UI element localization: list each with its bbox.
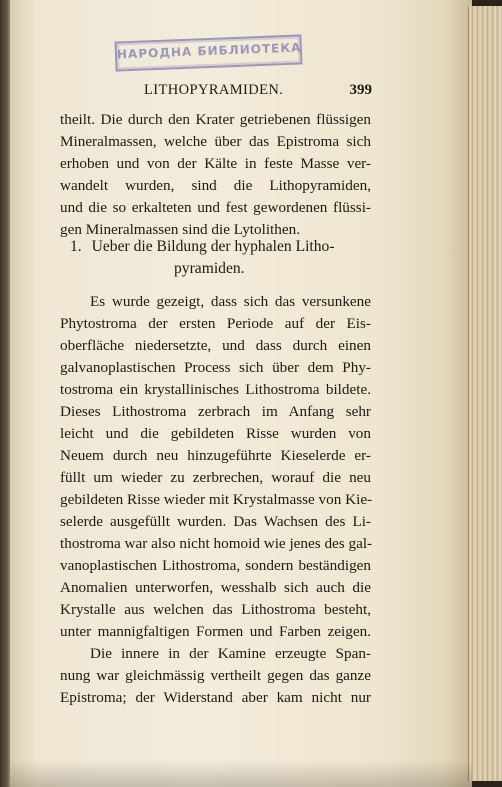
page-number: 399 <box>349 82 372 98</box>
text-line: galvanoplastischen Process sich über dem Phy- <box>60 359 371 376</box>
text-line: gebildeten Risse wieder mit Krystalmasse von Kie- <box>60 491 373 508</box>
text-line: Phytostroma der ersten Periode auf der Eis- <box>60 315 371 332</box>
text-line: tostroma ein krystallinisches Lithostroma bildete. <box>60 381 371 398</box>
library-stamp-text: НАРОДНА БИБЛИОТЕКА <box>116 40 302 62</box>
text-line: wandelt wurden, sind die Lithopyramiden, <box>60 177 371 194</box>
text-line: Krystalle aus welchen das Lithostroma besteht, <box>60 601 371 618</box>
text-line: und die so erkalteten und fest gewordenen flüssi- <box>60 199 371 216</box>
page-header <box>110 82 372 102</box>
text-line: Dieses Lithostroma zerbrach im Anfang sehr <box>60 403 371 420</box>
text-line: Es wurde gezeigt, dass sich das versunkene <box>90 293 371 310</box>
running-head: LITHOPYRAMIDEN. <box>144 82 284 98</box>
text-line: Epistroma; der Widerstand aber kam nicht nur <box>60 689 371 706</box>
text-line: gen Mineralmassen sind die Lytolithen. <box>60 221 301 238</box>
text-line: leicht und die gebildeten Risse wurden von <box>60 425 371 442</box>
page-bottom-shadow <box>10 760 472 787</box>
text-line: nung war gleichmässig vertheilt gegen das ganze <box>60 667 371 684</box>
text-line: füllt um wieder zu zerbrechen, worauf die neu <box>60 469 371 486</box>
section-number: 1. <box>70 238 82 255</box>
text-line: Mineralmassen, welche über das Epistroma sich <box>60 133 371 150</box>
text-line: selerde ausgefüllt wurden. Das Wachsen des Li- <box>60 513 371 530</box>
page-edges-stack <box>468 6 502 781</box>
section-heading-line-1 <box>70 236 335 258</box>
text-line: Die innere in der Kamine erzeugte Span- <box>90 645 371 662</box>
text-line: oberfläche niedersetzte, und dass durch einen <box>60 337 371 354</box>
text-line: erhoben und von der Kälte in feste Masse ver- <box>60 155 371 172</box>
section-title: Ueber die Bildung der hyphalen Litho- <box>91 238 335 255</box>
text-line: Anomalien unterworfen, wesshalb sich auch die <box>60 579 371 596</box>
text-line: theilt. Die durch den Krater getriebenen flüssigen <box>60 111 371 128</box>
text-line: vanoplastischen Lithostroma, sondern beständigen <box>60 557 371 574</box>
text-line: thostroma war also nicht homoid wie jenes des gal- <box>60 535 373 552</box>
text-line: Neuem durch neu hinzugeführte Kieselerde er- <box>60 447 371 464</box>
text-line: unter mannigfaltigen Formen und Farben zeigen. <box>60 623 371 640</box>
section-heading-line-2: pyramiden. <box>174 260 245 277</box>
